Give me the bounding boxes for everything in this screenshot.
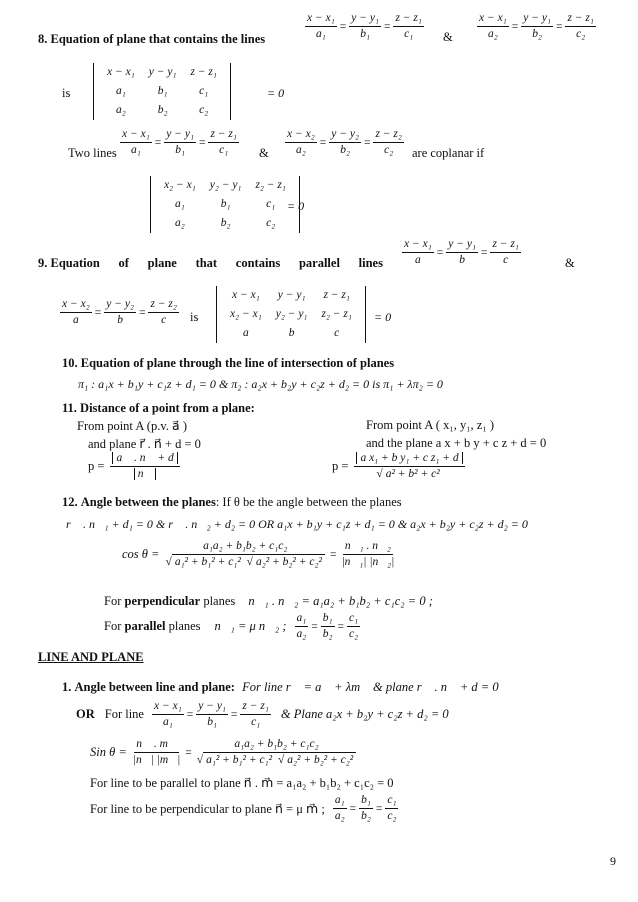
- s12-formula: r⃗ . n⃗₁ + d₁ = 0 & r⃗ . n⃗₂ + d₂ = 0 OR a₁x + b₁y + c₁z + d₁ = 0 & a₂x + b₂y + c₂z + d₂ = 0: [66, 517, 528, 531]
- lp-or-line: OR For line $\frac{\text{x − x₁}}{\text{a₁}}$ = $\frac{\text{y − y₁}}{\text{b₁}}$ = $\frac{\text{z − z₁}}{\text{c₁}}$ & Plane a₂x + b₂y + c₂z + d₂ = 0: [76, 700, 449, 728]
- line-and-plane-heading: LINE AND PLANE: [38, 650, 144, 664]
- s8-cline1: $\frac{\text{x − x₁}}{\text{a₁}}$ = $\frac{\text{y − y₁}}{\text{b₁}}$ = $\frac{\text{z − z₁}}{\text{c₁}}$: [122, 128, 237, 156]
- s8-coplanar: are coplanar if: [412, 146, 485, 160]
- lp-sin-formula: Sin θ = $\frac{n⃗ . m⃗}{|n⃗| |m⃗|}$ = $\frac{\text{a₁a₂ + b₁b₂ + c₁c₂}}{\text{√ a₁² + b₁² + c₁² √ a₂² + b₂² + c₂²}}$: [90, 738, 358, 767]
- lp-parallel: For line to be parallel to plane n⃗ . m⃗ = a₁a₂ + b₁b₂ + c₁c₂ = 0: [90, 776, 394, 790]
- s8-amp-2: &: [259, 146, 269, 160]
- s8-eq0-2: = 0: [287, 199, 305, 213]
- s11-right-point: From point A ( x₁, y₁, z₁ ): [366, 418, 495, 432]
- s8-determinant: x − x₁ y − y₁ z − z₁ a₁ b₁ c₁ a₂ b₂ c₂: [93, 63, 231, 120]
- s8-line2: $\frac{\text{x − x₁}}{\text{a₂}}$ = $\frac{\text{y − y₁}}{\text{b₂}}$ = $\frac{\text{z − z₁}}{\text{c₂}}$: [479, 12, 594, 40]
- s9-determinant: x − x₁ y − y₁ z − z₁ x₂ − x₁ y₂ − y₁ z₂ − z₁ a b c: [216, 286, 366, 343]
- s8-eq0: = 0: [267, 86, 285, 100]
- s12-parallel: For parallel planes n⃗₁ = μ n⃗₂ ; $\frac{\text{a₁}}{\text{a₂}}$ = $\frac{\text{b₁}}{\text{b₂}}$ = $\frac{\text{c₁}}{\text{c₂}}$: [104, 612, 359, 640]
- lp-1-title: 1. Angle between line and plane: For line r⃗ = a⃗ + λm⃗ & plane r⃗ . n⃗ + d = 0: [62, 680, 499, 694]
- s11-left-distance: p = $\frac{a⃗ . n⃗ + d}{n⃗}$: [88, 452, 180, 481]
- s8-two-lines: Two lines: [68, 146, 117, 160]
- s8-amp: &: [443, 30, 453, 44]
- section-12-title: 12. Angle between the planes: If θ be the angle between the planes: [62, 495, 402, 509]
- section-11-title: 11. Distance of a point from a plane:: [62, 401, 255, 415]
- s8-coplanar-determinant: x₂ − x₁ y₂ − y₁ z₂ − z₁ a₁ b₁ c₁ a₂ b₂ c₂: [150, 176, 300, 233]
- s11-right-plane: and the plane a x + b y + c z + d = 0: [366, 436, 547, 450]
- s8-line1: $\frac{\text{x − x₁}}{\text{a₁}}$ = $\frac{\text{y − y₁}}{\text{b₁}}$ = $\frac{\text{z − z₁}}{\text{c₁}}$: [307, 12, 422, 40]
- lp-perpendicular: For line to be perpendicular to plane n⃗ = μ m⃗ ; $\frac{\text{a₁}}{\text{a₂}}$ = $\frac{\text{b₁}}{\text{b₂}}$ = $\frac{\text{c₁}}{\text{c₂}}$: [90, 794, 397, 822]
- s11-left-point: From point A (p.v. a⃗ ): [77, 419, 187, 433]
- s11-right-distance: p = $\frac{\text{a x₁ + b y₁ + c z₁ + d}}{\text{√ a² + b² + c²}}$: [332, 452, 465, 481]
- s9-is: is: [190, 310, 199, 324]
- s9-eq0: = 0: [374, 310, 392, 324]
- s11-left-plane: and plane r⃗ . n⃗ + d = 0: [88, 437, 201, 451]
- s8-is: is: [62, 86, 71, 100]
- section-10-title: 10. Equation of plane through the line of intersection of planes: [62, 356, 395, 370]
- section-8-title: 8. Equation of plane that contains the lines: [38, 32, 266, 46]
- s8-cline2: $\frac{\text{x − x₂}}{\text{a₂}}$ = $\frac{\text{y − y₂}}{\text{b₂}}$ = $\frac{\text{z − z₂}}{\text{c₂}}$: [287, 128, 402, 156]
- page-number: 9: [610, 854, 616, 868]
- s10-formula: π₁ : a₁x + b₁y + c₁z + d₁ = 0 & π₂ : a₂x + b₂y + c₂z + d₂ = 0 is π₁ + λπ₂ = 0: [78, 377, 443, 391]
- s9-amp: &: [565, 256, 575, 270]
- s12-cos-formula: cos θ = $\frac{\text{a₁a₂ + b₁b₂ + c₁c₂}}{\text{√ a₁² + b₁² + c₁² √ a₂² + b₂² + c₂²}}$ = $\frac{\text{n⃗₁ . n⃗₂}}{\text{|n⃗₁| |n⃗₂|}}$: [122, 540, 395, 568]
- section-9-title: 9. Equation of plane that contains parallel lines: [38, 256, 383, 270]
- s9-line1: $\frac{\text{x − x₁}}{a}$ = $\frac{\text{y − y₁}}{b}$ = $\frac{\text{z − z₁}}{c}$: [404, 238, 519, 266]
- s12-perpendicular: For perpendicular planes n⃗₁ . n⃗₂ = a₁a₂ + b₁b₂ + c₁c₂ = 0 ;: [104, 594, 433, 608]
- s9-line2: $\frac{\text{x − x₂}}{a}$ = $\frac{\text{y − y₂}}{b}$ = $\frac{\text{z − z₂}}{c}$: [62, 298, 177, 326]
